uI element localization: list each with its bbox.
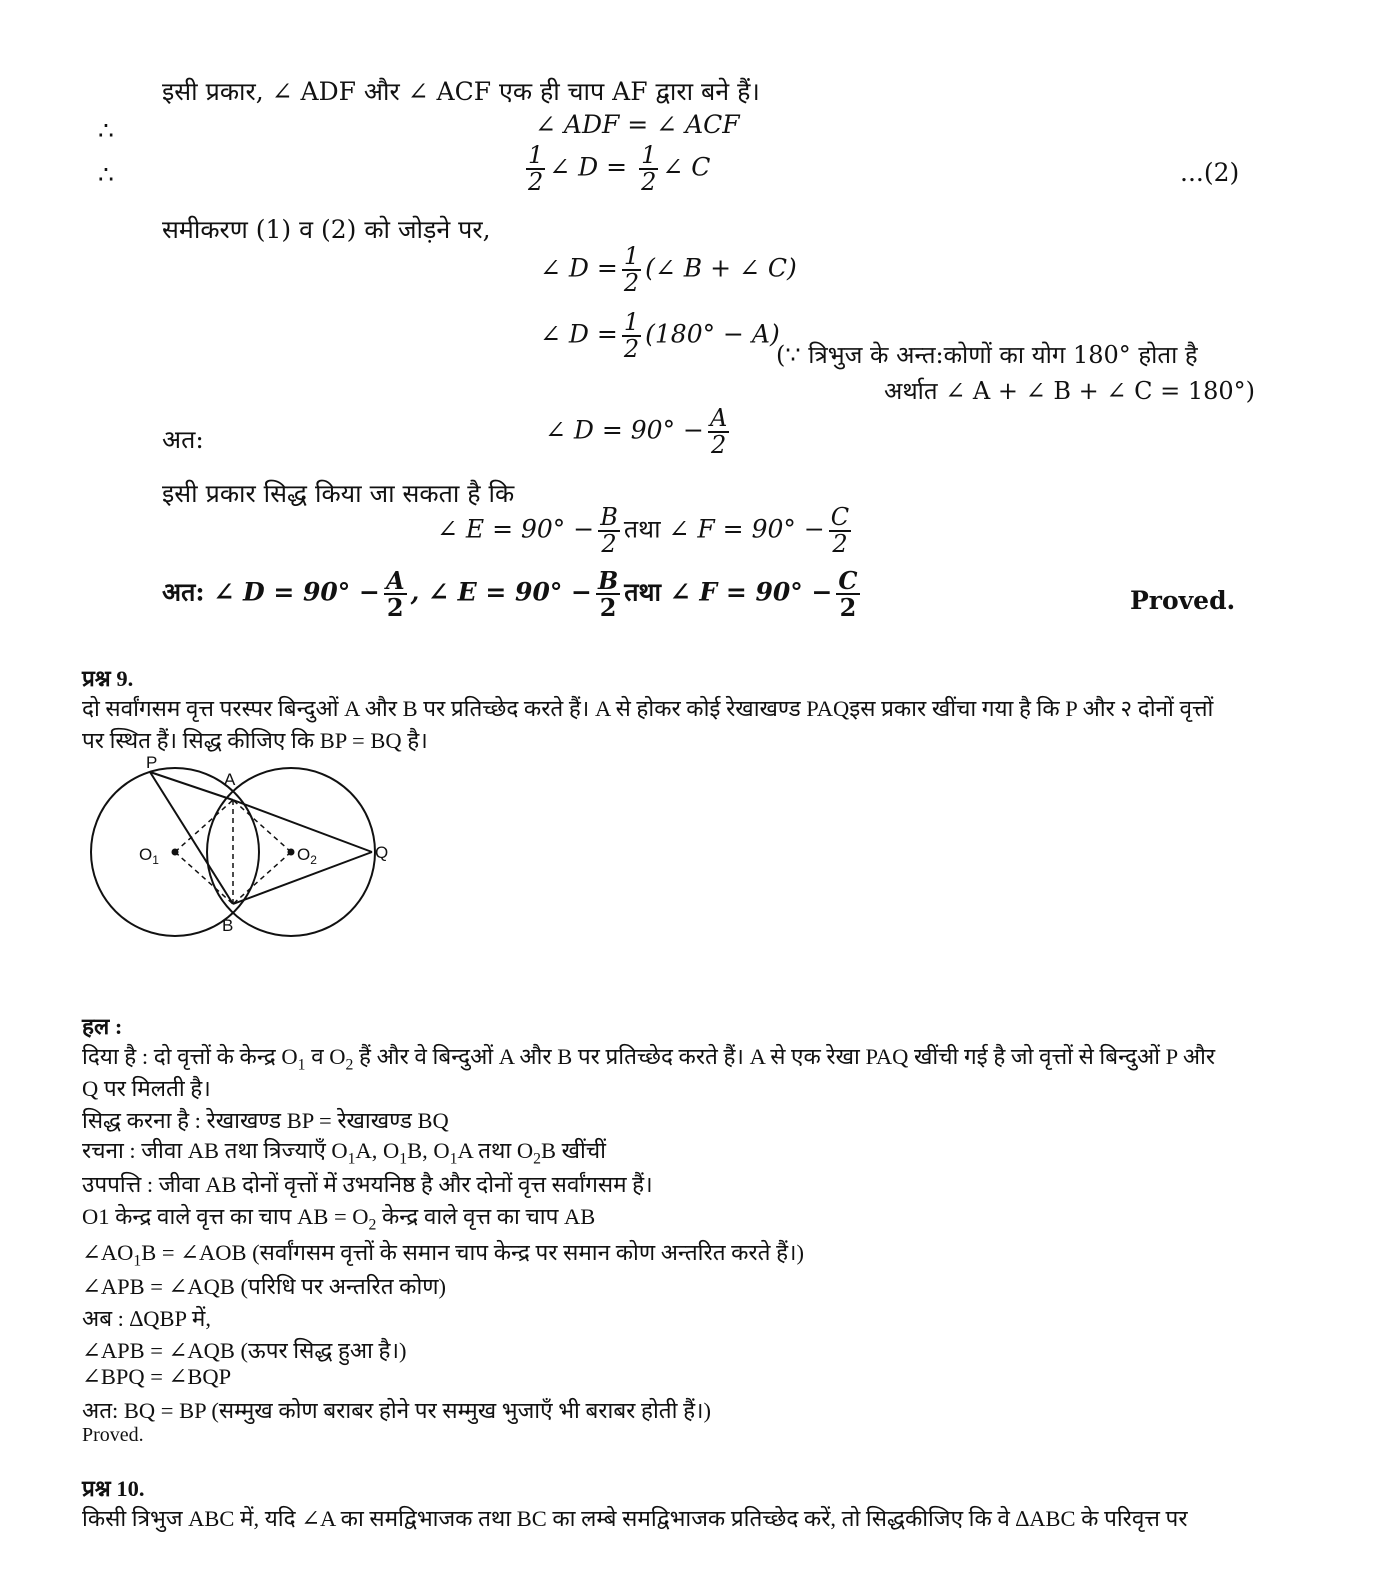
equation-d-sum: ∠ D = $\frac{1}{2}$ (∠ B + ∠ C) xyxy=(540,242,797,298)
solution-to-prove: सिद्ध करना है : रेखाखण्ड BP = रेखाखण्ड BQ xyxy=(82,1108,449,1133)
triangle-angle-note: (∵ त्रिभुज के अन्त:कोणों का योग 180° होता है xyxy=(776,341,1198,369)
label-o1: $O_1$ xyxy=(139,845,159,867)
equation-tag-2: ...(2) xyxy=(1180,158,1240,187)
segment-pa xyxy=(150,772,233,800)
solution-angle-line-2: ∠APB = ∠AQB (परिधि पर अन्तरित कोण) xyxy=(82,1274,447,1299)
solution-construction: रचना : जीवा AB तथा त्रिज्याएँ $O_1A$, $O_1B$, $O_1A$ तथा $O_2B$ खींचीं xyxy=(82,1138,606,1168)
proved-label-bold: Proved. xyxy=(1130,586,1236,615)
equation-adf-acf: ∠ ADF = ∠ ACF xyxy=(535,110,740,139)
label-o2: $O_2$ xyxy=(297,845,317,867)
solution-arc-line: O1 केन्द्र वाले वृत्त का चाप AB = $O_2$ केन्द्र वाले वृत्त का चाप AB xyxy=(82,1204,596,1234)
final-result: अत: ∠ D = 90° − $\frac{A}{2}$ , ∠ E = 90° − $\frac{B}{2}$ तथा ∠ F = 90° − $\frac{C}{2}$ xyxy=(162,566,858,623)
label-q: Q xyxy=(375,843,389,862)
solution-conclusion: अत: BQ = BP (सम्मुख कोण बराबर होने पर सम्मुख भुजाएँ भी बराबर होती हैं।) xyxy=(82,1398,712,1423)
triangle-angle-note-2: अर्थात ∠ A + ∠ B + ∠ C = 180°) xyxy=(884,377,1256,405)
therefore-symbol: ∴ xyxy=(98,160,114,189)
question-9-statement-2: पर स्थित हैं। सिद्ध कीजिए कि BP = BQ है। xyxy=(82,728,428,753)
radius-o1b xyxy=(175,852,233,904)
label-p: P xyxy=(146,753,158,772)
proof-line-arc: इसी प्रकार, ∠ ADF और ∠ ACF एक ही चाप AF द्वारा बने हैं। xyxy=(162,77,760,106)
therefore-symbol: ∴ xyxy=(98,116,114,145)
similarly-text: इसी प्रकार सिद्ध किया जा सकता है कि xyxy=(162,479,515,508)
solution-now-line: अब : ∆QBP में, xyxy=(82,1306,211,1331)
question-9-statement: दो सर्वांगसम वृत्त परस्पर बिन्दुओं A और B पर प्रतिच्छेद करते हैं। A से होकर कोई रेखाखण्ड PAQइस प्रकार खींचा गया है कि P और २ दोनों वृत्तों xyxy=(82,696,1214,721)
solution-angle-line-3: ∠APB = ∠AQB (ऊपर सिद्ध हुआ है।) xyxy=(82,1338,407,1363)
equation-d-90: ∠ D = 90° − $\frac{A}{2}$ xyxy=(545,404,728,460)
solution-angle-line-1: $\angle AO_1B$ = ∠AOB (सर्वांगसम वृत्तों के समान चाप केन्द्र पर समान कोण अन्तरित करते हैं।) xyxy=(82,1240,805,1270)
label-a: A xyxy=(224,770,236,789)
equation-d-180: ∠ D = $\frac{1}{2}$ (180° − A) xyxy=(540,308,780,364)
solution-given: दिया है : दो वृत्तों के केन्द्र $O_1$ व $O_2$ हैं और वे बिन्दुओं A और B पर प्रतिच्छेद करते हैं। A से एक रेखा PAQ खींची गई है जो वृत्तों से बिन्दुओं P और xyxy=(82,1044,1216,1074)
radius-o2a xyxy=(233,800,291,852)
solution-given-2: Q पर मिलती है। xyxy=(82,1076,211,1101)
two-circles-figure xyxy=(82,750,412,940)
center-o1-dot xyxy=(172,849,179,856)
solution-proof-line: उपपत्ति : जीवा AB दोनों वृत्तों में उभयनिष्ठ है और दोनों वृत्त सर्वांगसम हैं। xyxy=(82,1172,653,1197)
equation-e-f: ∠ E = 90° − $\frac{B}{2}$ तथा ∠ F = 90° − $\frac{C}{2}$ xyxy=(437,503,850,559)
hence-label: अत: xyxy=(162,425,204,454)
question-10-statement: किसी त्रिभुज ABC में, यदि ∠A का समद्विभाजक तथा BC का लम्बे समद्विभाजक प्रतिच्छेद करें, तो सिद्धकीजिए कि वे ∆ABC के परिवृत्त पर xyxy=(82,1506,1188,1531)
center-o2-dot xyxy=(288,849,295,856)
solution-angle-line-4: ∠BPQ = ∠BQP xyxy=(82,1364,232,1389)
radius-o2b xyxy=(233,852,291,904)
solution-heading: हल : xyxy=(82,1014,123,1039)
equation-half-d-half-c: $\frac{1}{2}$ ∠ D = $\frac{1}{2}$ ∠ C xyxy=(528,141,711,197)
label-b: B xyxy=(222,916,234,935)
add-equations-text: समीकरण (1) व (2) को जोड़ने पर, xyxy=(162,215,491,244)
solution-proved: Proved. xyxy=(82,1424,144,1446)
question-9-heading: प्रश्न 9. xyxy=(82,666,134,691)
question-10-heading: प्रश्न 10. xyxy=(82,1476,145,1501)
